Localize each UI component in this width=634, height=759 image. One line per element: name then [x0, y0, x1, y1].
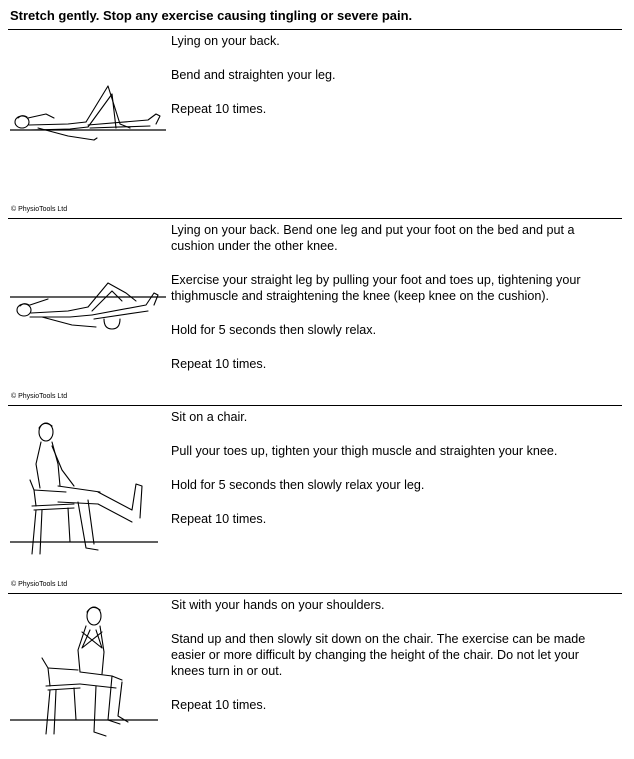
instruction-paragraph: Repeat 10 times. [171, 512, 267, 526]
exercise-1 [8, 30, 622, 218]
exercise-2 [8, 219, 622, 405]
exercise-instructions [171, 409, 611, 545]
exercise-instructions [171, 222, 611, 390]
safety-instruction-heading: Stretch gently. Stop any exercise causing tingling or severe pain. [10, 8, 413, 23]
sit-to-stand-illustration [8, 602, 168, 750]
lying-knee-bend-illustration [8, 78, 168, 148]
instruction-paragraph: Stand up and then slowly sit down on the chair. The exercise can be made easier or more difficult by changing the height of the chair. Do not let your knees turn in or out. [171, 632, 586, 678]
exercise-4 [8, 594, 622, 759]
instruction-paragraph: Pull your toes up, tighten your thigh muscle and straighten your knee. [171, 444, 558, 458]
seated-knee-extension-illustration [8, 414, 168, 562]
straight-leg-cushion-illustration [8, 275, 168, 345]
instruction-paragraph: Lying on your back. Bend one leg and put your foot on the bed and put a cushion under the other knee. [171, 223, 575, 253]
instruction-paragraph: Hold for 5 seconds then slowly relax your leg. [171, 478, 425, 492]
instruction-paragraph: Bend and straighten your leg. [171, 68, 336, 82]
copyright-notice: © PhysioTools Ltd [11, 581, 68, 588]
exercise-3 [8, 406, 622, 593]
instruction-paragraph: Repeat 10 times. [171, 357, 267, 371]
copyright-notice: © PhysioTools Ltd [11, 206, 68, 213]
instruction-paragraph: Sit with your hands on your shoulders. [171, 598, 385, 612]
copyright-notice: © PhysioTools Ltd [11, 393, 68, 400]
instruction-paragraph: Lying on your back. [171, 34, 280, 48]
instruction-paragraph: Sit on a chair. [171, 410, 248, 424]
instruction-paragraph: Repeat 10 times. [171, 698, 267, 712]
instruction-paragraph: Exercise your straight leg by pulling your foot and toes up, tightening your thighmuscle and straightening the knee (keep knee on the cushion). [171, 273, 581, 303]
instruction-paragraph: Repeat 10 times. [171, 102, 267, 116]
exercise-instructions [171, 33, 611, 135]
exercise-instructions [171, 597, 611, 731]
instruction-paragraph: Hold for 5 seconds then slowly relax. [171, 323, 377, 337]
